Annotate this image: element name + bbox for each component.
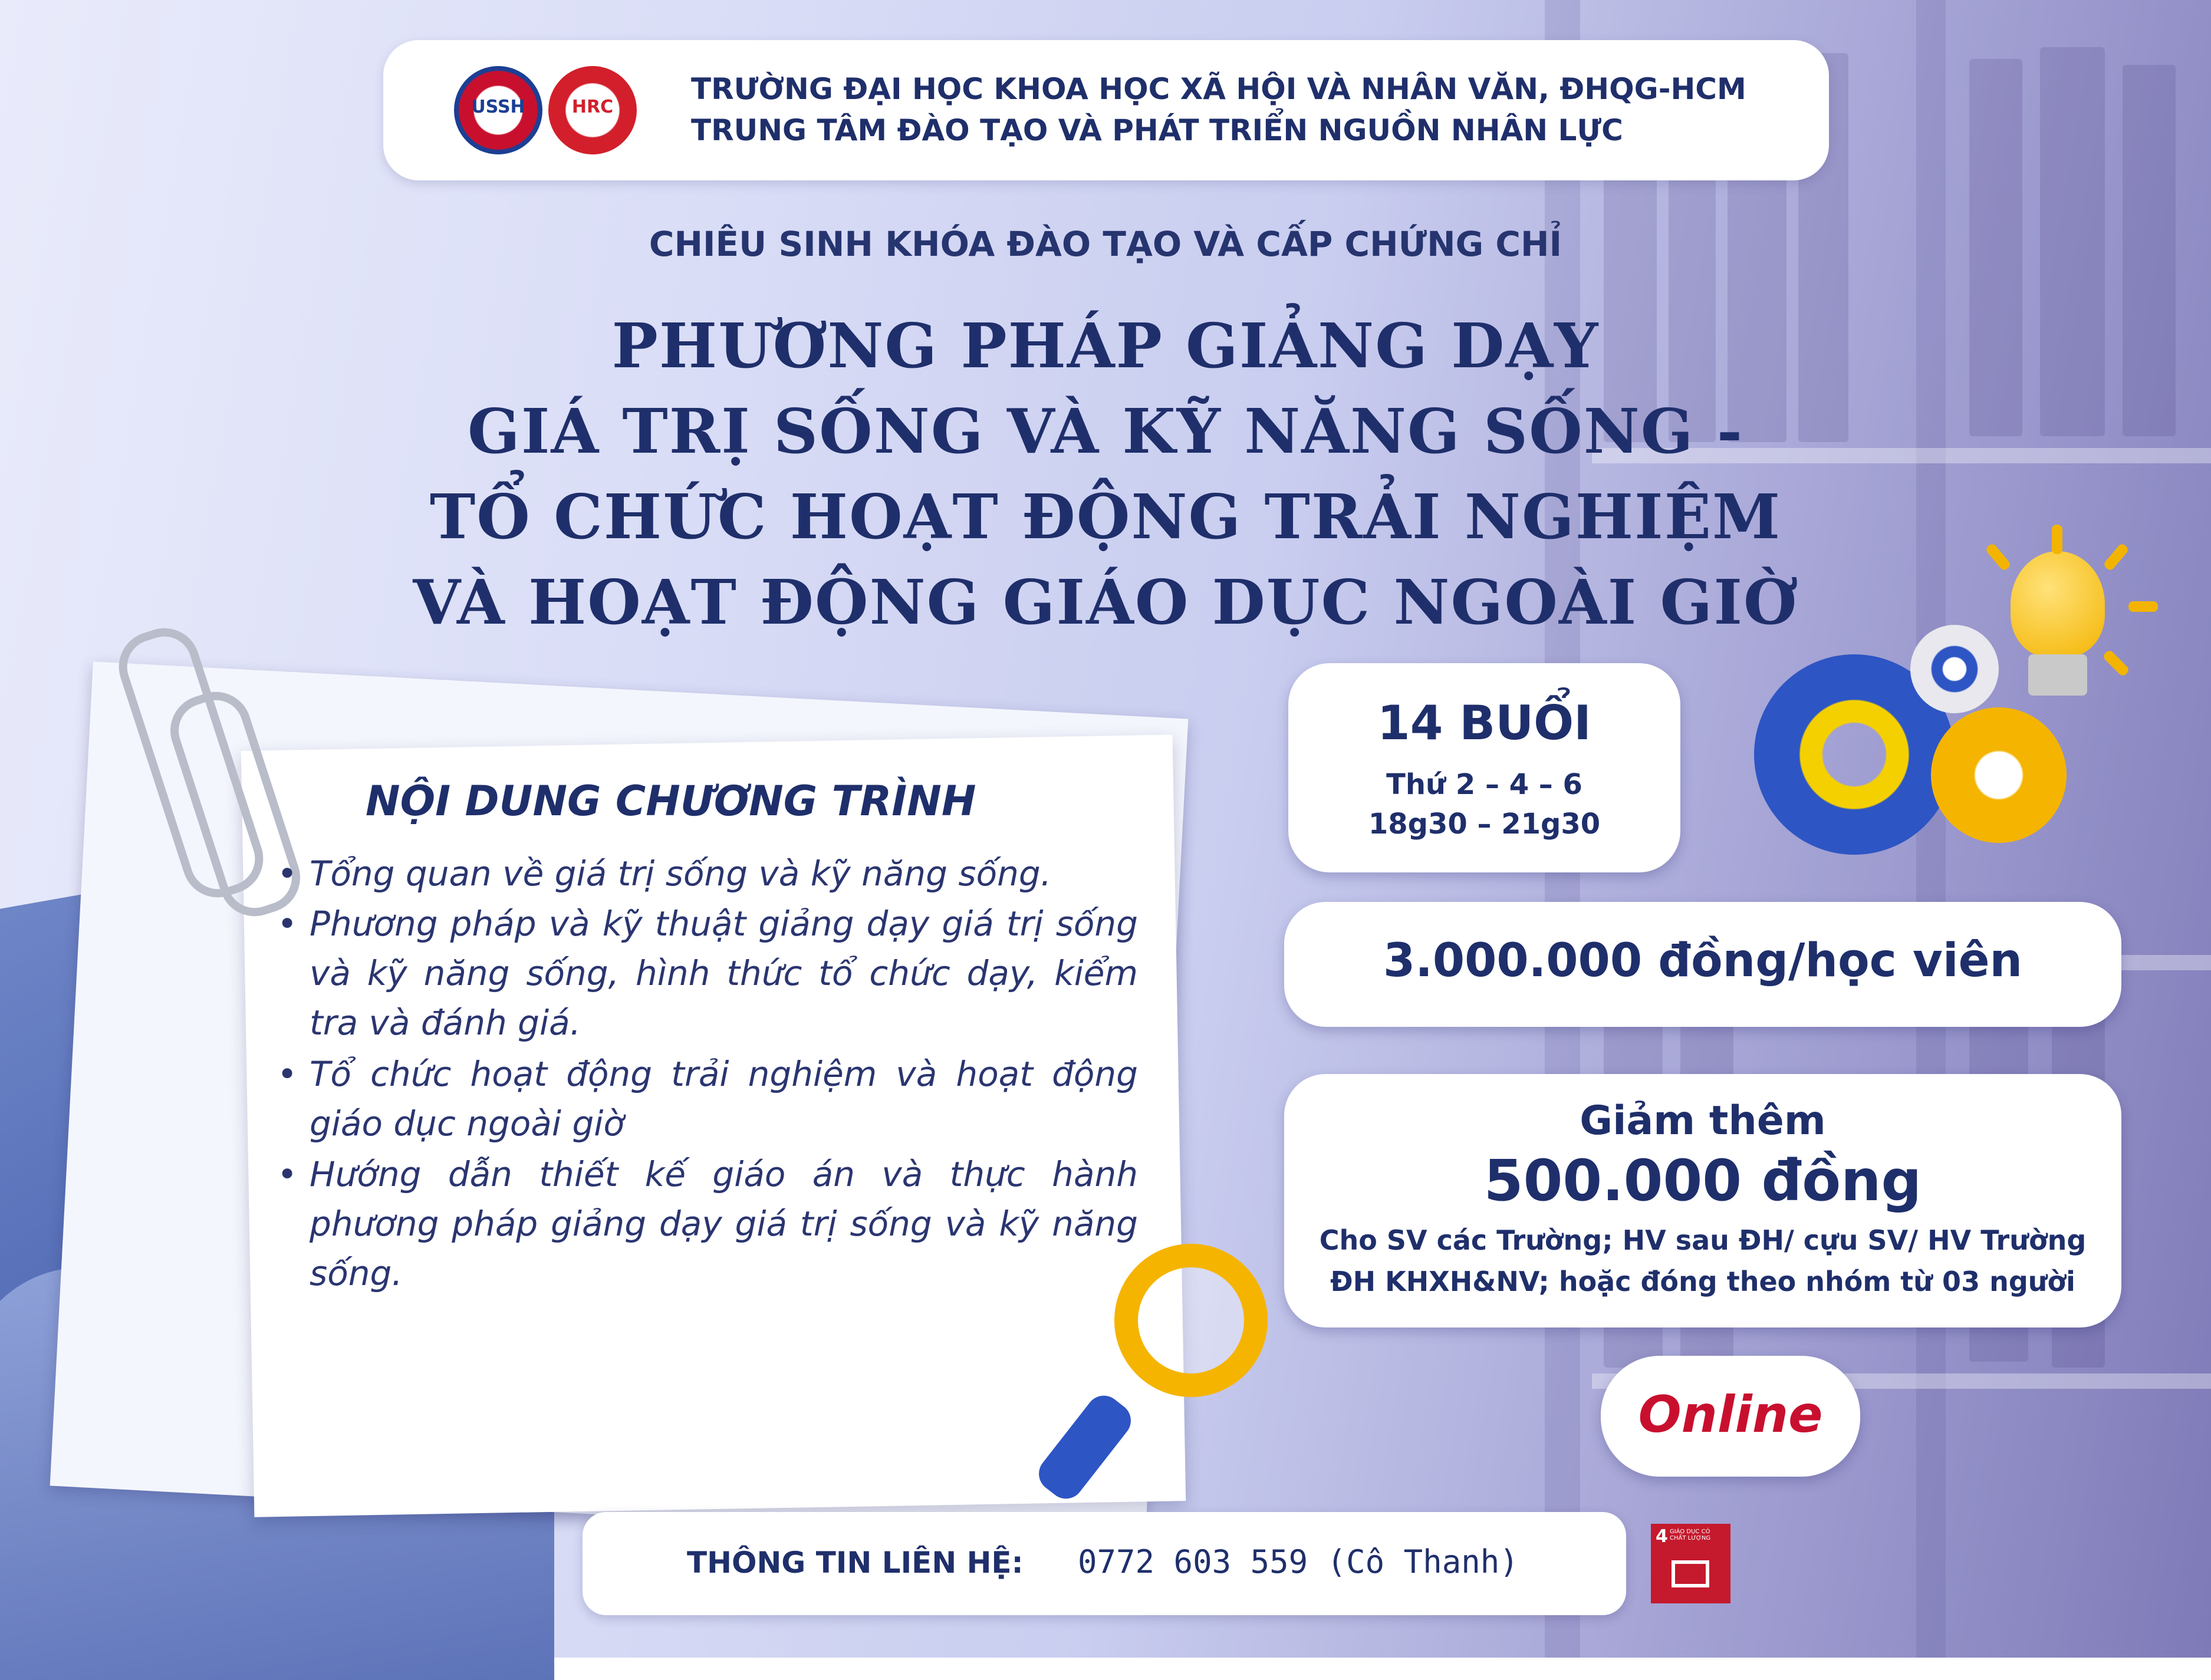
fee-card bbox=[1284, 902, 2121, 1027]
discount-label: Giảm thêm bbox=[1580, 1098, 1826, 1144]
lightbulb-icon bbox=[2011, 551, 2105, 657]
lightbulb-base bbox=[2028, 654, 2087, 696]
bullet: • bbox=[277, 854, 298, 894]
book-icon bbox=[1672, 1560, 1709, 1587]
program-item bbox=[277, 1049, 1138, 1148]
sdg-4-badge bbox=[1651, 1524, 1730, 1603]
ussh-logo-text: USSH bbox=[471, 97, 525, 117]
course-title-line-1: PHƯƠNG PHÁP GIẢNG DẠY bbox=[611, 309, 1600, 382]
discount-amount: 500.000 đồng bbox=[1483, 1148, 1922, 1214]
program-item-text: Hướng dẫn thiết kế giáo án và thực hành phương pháp giảng dạy giá trị sống và kỹ năng sống. bbox=[310, 1154, 1138, 1293]
fee-amount: 3.000.000 đồng/học viên bbox=[1383, 934, 2023, 987]
course-title-line-4: VÀ HOẠT ĐỘNG GIÁO DỤC NGOÀI GIỜ bbox=[413, 566, 1798, 638]
mode-badge bbox=[1601, 1356, 1860, 1477]
contact-label: THÔNG TIN LIÊN HỆ: bbox=[687, 1546, 1024, 1580]
center-name: TRUNG TÂM ĐÀO TẠO VÀ PHÁT TRIỂN NGUỒN NHÂN LỰC bbox=[691, 113, 1623, 147]
ussh-logo bbox=[454, 66, 542, 154]
discount-condition-2: ĐH KHXH&NV; hoặc đóng theo nhóm từ 03 người bbox=[1330, 1266, 2075, 1297]
bullet: • bbox=[277, 904, 298, 944]
program-item-text: Tổng quan về giá trị sống và kỹ năng sống. bbox=[310, 854, 1052, 894]
program-item bbox=[277, 849, 1138, 898]
magnifier-icon bbox=[1114, 1244, 1268, 1397]
contact-phone: 0772 603 559 (Cô Thanh) bbox=[1078, 1543, 1519, 1580]
sessions-count: 14 BUỔI bbox=[1377, 696, 1591, 750]
sdg-number: 4 bbox=[1656, 1526, 1668, 1547]
schedule-time: 18g30 – 21g30 bbox=[1368, 808, 1601, 841]
discount-card bbox=[1284, 1074, 2121, 1327]
mode-text: Online bbox=[1638, 1385, 1823, 1444]
sdg-text: GIÁO DỤC CÓ CHẤT LƯỢNG bbox=[1670, 1529, 1711, 1541]
course-title-line-3: TỔ CHỨC HOẠT ĐỘNG TRẢI NGHIỆM bbox=[429, 480, 1782, 553]
schedule-days: Thứ 2 – 4 – 6 bbox=[1386, 768, 1582, 801]
program-item-text: Phương pháp và kỹ thuật giảng dạy giá trị sống và kỹ năng sống, hình thức tổ chức dạy, kiểm tra và đánh giá. bbox=[310, 904, 1138, 1043]
program-item bbox=[277, 899, 1138, 1047]
schedule-card bbox=[1288, 663, 1680, 872]
light-ray bbox=[2052, 525, 2062, 554]
enrollment-subtitle: CHIÊU SINH KHÓA ĐÀO TẠO VÀ CẤP CHỨNG CHỈ bbox=[649, 224, 1562, 264]
hrc-logo bbox=[548, 66, 637, 154]
program-item bbox=[277, 1149, 1138, 1298]
university-name: TRƯỜNG ĐẠI HỌC KHOA HỌC XÃ HỘI VÀ NHÂN VĂN, ĐHQG-HCM bbox=[691, 72, 1746, 106]
program-title: NỘI DUNG CHƯƠNG TRÌNH bbox=[366, 777, 976, 825]
program-item-text: Tổ chức hoạt động trải nghiệm và hoạt động giáo dục ngoài giờ bbox=[310, 1054, 1138, 1144]
bullet: • bbox=[277, 1054, 298, 1094]
course-title-line-2: GIÁ TRỊ SỐNG VÀ KỸ NĂNG SỐNG - bbox=[468, 395, 1743, 467]
light-ray bbox=[2128, 601, 2158, 612]
yellow-gear-icon bbox=[1931, 707, 2067, 843]
white-gear-icon bbox=[1910, 625, 1999, 713]
discount-condition-1: Cho SV các Trường; HV sau ĐH/ cựu SV/ HV Trường bbox=[1319, 1224, 2087, 1256]
bullet: • bbox=[277, 1154, 298, 1194]
hrc-logo-text: HRC bbox=[571, 97, 614, 117]
